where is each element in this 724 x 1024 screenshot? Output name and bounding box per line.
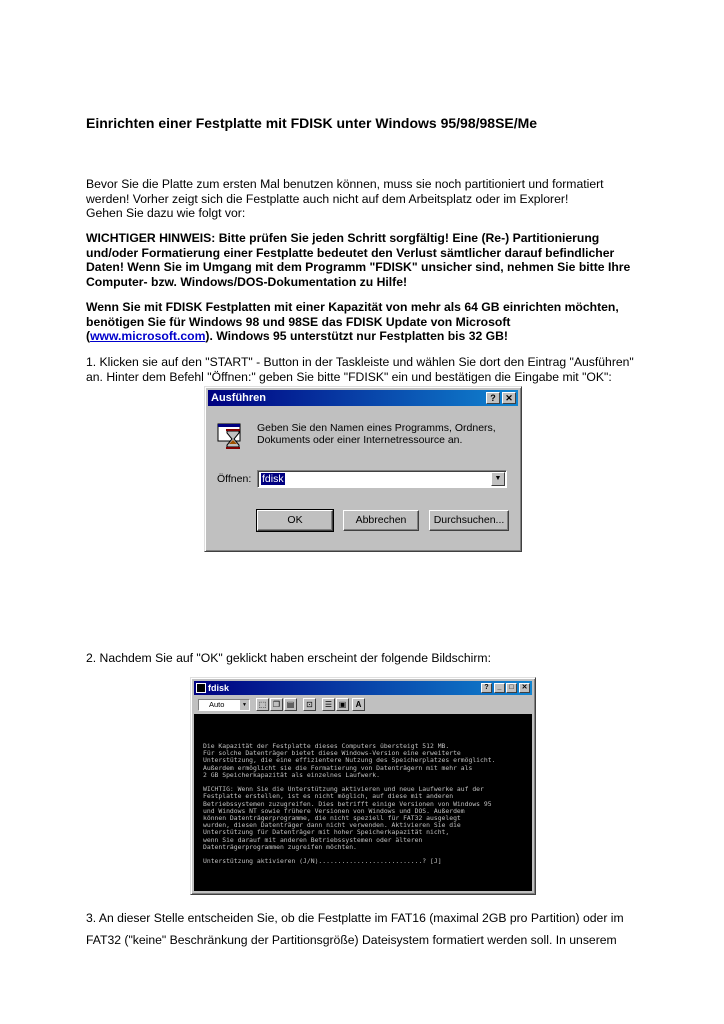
font-size-select[interactable] [198,699,250,711]
msdos-icon [196,683,206,693]
step3-line: 3. An dieser Stelle entscheiden Sie, ob die Festplatte im FAT16 (maximal 2GB pro Partition) oder im [86,911,624,925]
intro-line: Bevor Sie die Platte zum ersten Mal benutzen können, muss sie noch partitioniert und formatiert [86,177,604,191]
warning-line: Computer- bzw. Windows/DOS-Dokumentation zu Hilfe! [86,274,408,289]
step2-paragraph [86,651,646,666]
help-icon[interactable]: ? [481,683,492,693]
step3-line: FAT32 ("keine" Beschränkung der Partitionsgröße) Dateisystem formatiert werden soll. In unserem [86,933,617,947]
console-prompt: Unterstützung aktivieren (J/N)...........................? [J] [203,857,442,866]
step2-line: 2. Nachdem Sie auf "OK" geklickt haben erscheint der folgende Bildschirm: [86,651,491,665]
maximize-button[interactable]: □ [506,683,517,693]
mark-icon[interactable]: ⬚ [256,698,269,711]
warning-line: Daten! Wenn Sie im Umgang mit dem Programm "FDISK" unsicher sind, nehmen Sie bitte Ihre [86,260,631,274]
microsoft-link[interactable]: www.microsoft.com [90,329,206,343]
intro-line: werden! Vorher zeigt sich die Festplatte auch nicht auf dem Arbeitsplatz oder im Explorer! [86,191,569,206]
paste-icon[interactable]: ▤ [284,698,297,711]
warning-line: und/oder Formatierung einer Festplatte bedeutet den Verlust sämtlicher darauf befindlicher [86,245,615,260]
note-line: Wenn Sie mit FDISK Festplatten mit einer Kapazität von mehr als 64 GB einrichten möchten, [86,300,619,314]
open-label: Öffnen: [217,473,252,485]
page-title: Einrichten einer Festplatte mit FDISK unter Windows 95/98/98SE/Me [86,115,538,131]
fdisk-title: fdisk [208,683,230,693]
step1-line: 1. Klicken sie auf den "START" - Button in der Taskleiste und wählen Sie dort den Eintrag "Ausführen" [86,355,634,369]
console-paragraph: WICHTIG: Wenn Sie die Unterstützung aktivieren und neue Laufwerke auf der Festplatte erstellen, ist es nicht möglich, auf diese mit anderen Betriebssystemen zuzugreifen. Dies betrifft einige Versionen von Windows 95 und Windows NT sowie frühere Versionen von Windows und DOS. Außerdem können Datenträgerprogramme, die nicht speziell für FAT32 ausgelegt wurden, diesen Datenträger dann nicht verwenden. Aktivieren Sie die Unterstützung für Datenträger mit hoher Speicherkapazität nicht, wenn Sie darauf mit anderen Betriebssystemen oder älteren Datenträgerprogrammen zugreifen möchten. [203,785,492,851]
chevron-down-icon[interactable]: ▼ [240,700,249,710]
run-hourglass-icon [217,421,249,453]
font-icon[interactable]: A [352,698,365,711]
fdisk-update-note [86,300,646,344]
font-size-value: Auto [209,700,225,709]
copy-icon[interactable]: ❐ [270,698,283,711]
run-dialog-title: Ausführen [211,392,266,404]
warning-line: WICHTIGER HINWEIS: Bitte prüfen Sie jeden Schritt sorgfältig! Eine (Re-) Partitionierung [86,231,600,245]
fdisk-toolbar [194,697,532,713]
close-button[interactable]: ✕ [519,683,530,693]
close-button[interactable]: ✕ [502,392,516,404]
step3-paragraph [86,907,646,951]
intro-paragraph [86,177,646,221]
open-value: fdisk [262,473,284,485]
note-open-paren: ( [86,329,91,343]
ok-button[interactable]: OK [257,510,333,531]
fullscreen-icon[interactable]: ⊡ [303,698,316,711]
chevron-down-icon[interactable]: ▼ [491,472,505,486]
cancel-button[interactable]: Abbrechen [343,510,419,531]
note-rest: ). Windows 95 unterstützt nur Festplatten bis 32 GB! [205,329,508,343]
run-dialog [204,386,522,552]
step1-paragraph [86,355,646,384]
step1-line: an. Hinter dem Befehl "Öffnen:" geben Sie bitte "FDISK" ein und bestätigen die Eingabe mit "OK": [86,369,612,384]
properties-icon[interactable]: ☰ [322,698,335,711]
run-description: Geben Sie den Namen eines Programms, Ordners, Dokuments oder einer Internetressource an. [257,422,496,446]
open-combobox[interactable] [257,470,507,488]
help-button[interactable]: ? [486,392,500,404]
run-dialog-titlebar [208,390,518,406]
fdisk-titlebar [194,681,532,695]
fdisk-window [190,677,536,895]
background-icon[interactable]: ▣ [336,698,349,711]
intro-line: Gehen Sie dazu wie folgt vor: [86,206,246,220]
warning-paragraph [86,231,646,289]
console-paragraph: Die Kapazität der Festplatte dieses Computers übersteigt 512 MB. Für solche Datenträger bietet diese Windows-Version eine erweiterte Unterstützung, die eine effizientere Nutzung des Speicherplatzes ermöglicht. Außerdem ermöglicht sie die Formatierung von Datenträgern mit mehr als 2 GB Speicherkapazität als einzelnes Laufwerk. [203,742,496,779]
note-line [86,329,646,344]
console-screen [194,714,532,891]
note-line: benötigen Sie für Windows 98 und 98SE das FDISK Update von Microsoft [86,314,511,329]
browse-button[interactable]: Durchsuchen... [429,510,509,531]
minimize-button[interactable]: _ [494,683,505,693]
